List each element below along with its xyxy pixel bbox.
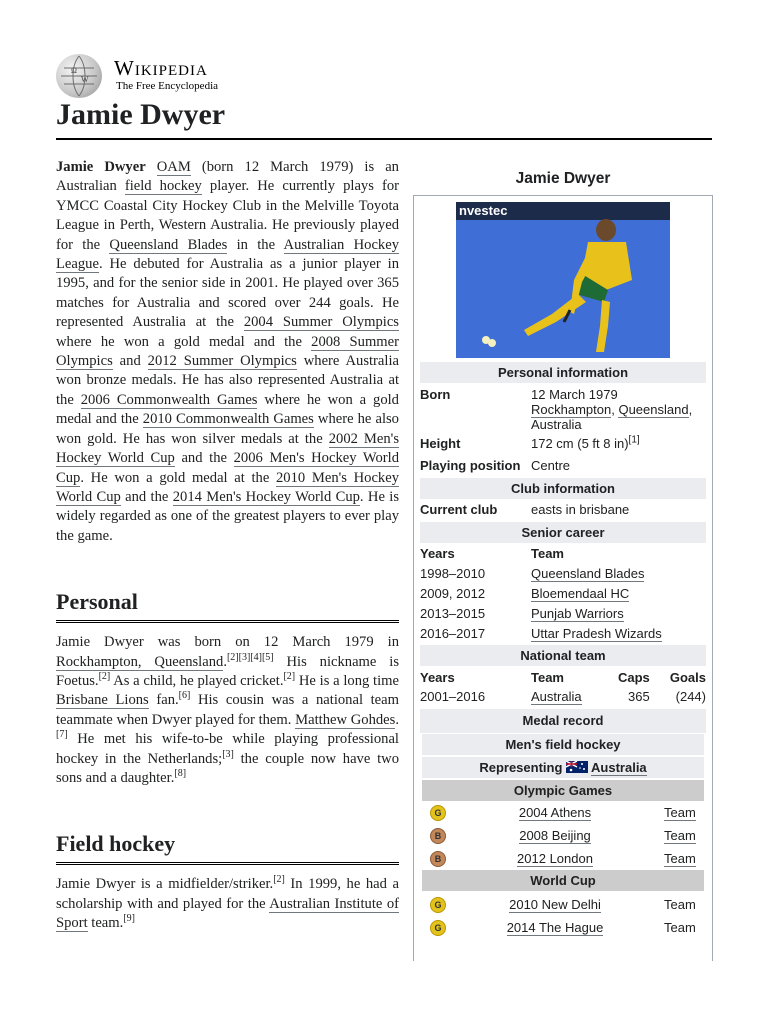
citation[interactable]: [2] — [273, 874, 285, 886]
wikipedia-globe-icon — [56, 54, 102, 98]
infobox-frame — [413, 195, 713, 961]
header-medal-record: Medal record — [420, 709, 706, 733]
link-oam[interactable]: OAM — [156, 159, 191, 175]
article-body — [56, 158, 399, 934]
link-2006-world-cup[interactable]: 2006 Men's Hockey World Cup — [56, 450, 399, 486]
text: in the — [227, 236, 284, 253]
link-queensland[interactable]: Queensland — [618, 402, 689, 417]
svg-text:Ω: Ω — [71, 66, 77, 75]
text: His nickname is Foetus. — [56, 653, 399, 689]
intro-paragraph — [56, 158, 399, 546]
citation[interactable]: [3] — [222, 748, 234, 760]
representing-header — [422, 757, 704, 778]
team-column: Team — [531, 670, 564, 685]
text: and the — [174, 450, 234, 467]
citation[interactable]: [8] — [174, 768, 187, 780]
born-value: 12 March 1979 Rockhampton, Queensland, Australia — [531, 387, 693, 432]
senior-years: 1998–2010 — [420, 566, 486, 581]
citation[interactable]: [2] — [283, 671, 296, 683]
world-cup-header: World Cup — [422, 870, 704, 891]
sport-header: Men's field hockey — [422, 734, 704, 755]
subject-name: Jamie Dwyer — [56, 159, 146, 175]
born-date: 12 March 1979 — [531, 387, 618, 402]
goals-column: Goals — [669, 670, 706, 685]
tagline: The Free Encyclopedia — [116, 80, 219, 92]
height-text: 172 cm (5 ft 8 in) — [531, 436, 629, 451]
link-national-team[interactable]: Australia — [531, 689, 582, 704]
link-matthew-gohdes[interactable]: Matthew Gohdes — [295, 711, 396, 728]
text: player. He currently plays for YMCC Coastal City Hockey Club in the Melville Toyota League in Perth, Western Australia. He previously played for the — [56, 178, 399, 253]
team-column: Team — [531, 546, 564, 561]
text: where he won a gold medal and the — [56, 333, 312, 350]
born-label: Born — [420, 387, 451, 402]
medal-event-text: 2014 The Hague — [506, 920, 604, 935]
caps-column: Caps — [618, 670, 650, 685]
position-value: Centre — [531, 458, 571, 473]
link-medal-team[interactable]: Team — [664, 851, 696, 866]
link-2012-olympics[interactable]: 2012 Summer Olympics — [147, 353, 297, 370]
text: where he won a gold medal and the — [56, 391, 399, 428]
citation[interactable]: [9] — [123, 913, 135, 925]
player-figure — [456, 202, 670, 358]
gold-medal-icon: G — [430, 805, 446, 821]
senior-years: 2013–2015 — [420, 606, 486, 621]
text: He met his wife-to-be while playing professional hockey in the Netherlands; — [56, 731, 399, 767]
link-medal-event[interactable] — [490, 805, 620, 820]
heading-field-hockey: Field hockey — [56, 830, 399, 865]
text: Jamie Dwyer was born on 12 March 1979 in — [56, 634, 399, 651]
wordmark: Wikipedia — [114, 56, 208, 80]
citation[interactable]: [6] — [178, 690, 191, 702]
gold-medal-icon: G — [430, 897, 446, 913]
medal-team: Team — [664, 897, 696, 912]
link-2006-commonwealth[interactable]: 2006 Commonwealth Games — [80, 391, 258, 408]
height-label: Height — [420, 436, 461, 451]
senior-years: 2009, 2012 — [420, 586, 486, 601]
link-medal-event[interactable] — [490, 920, 620, 935]
header-personal-information: Personal information — [420, 362, 706, 383]
link-2008-olympics[interactable]: 2008 Summer Olympics — [56, 333, 399, 370]
national-goals: (244) — [675, 689, 706, 704]
header-national-team: National team — [420, 645, 706, 666]
text: where he also won gold. He has won silver medals at the — [56, 411, 399, 447]
bronze-medal-icon: B — [430, 828, 446, 844]
personal-paragraph: Jamie Dwyer was born on 12 March 1979 in Rockhampton, Queensland.[2][3][4][5] His nickname is Foetus.[2] As a child, he played cricket.[2] He is a long time Brisbane Lions fan.[6] His cousin was a national team teammate when Dwyer played for them. Matthew Gohdes.[7] He met his wife-to-be while playing professional hockey in the Netherlands;[3] the couple now have two sons and a daughter.[8] — [56, 634, 399, 786]
text: and — [112, 353, 148, 370]
field-hockey-paragraph — [56, 875, 399, 933]
senior-years: 2016–2017 — [420, 626, 486, 641]
text: As a child, he played cricket. — [110, 672, 284, 689]
link-medal-team[interactable]: Team — [664, 828, 696, 843]
link-senior-team[interactable]: Uttar Pradesh Wizards — [531, 626, 662, 641]
link-representing-country[interactable]: Australia — [591, 760, 647, 775]
national-caps: 365 — [628, 689, 650, 704]
text: . He is widely regarded as one of the greatest players to ever play the game. — [56, 488, 400, 544]
medal-event-text: 2008 Beijing — [519, 828, 591, 843]
text: the couple now have two sons and a daughter. — [56, 750, 399, 786]
born-country: Australia — [531, 417, 582, 432]
medal-event-text: 2004 Athens — [518, 805, 592, 820]
link-2002-world-cup[interactable]: 2002 Men's Hockey World Cup — [56, 430, 399, 467]
text: Jamie Dwyer is a midfielder/striker. — [56, 876, 274, 893]
link-2004-olympics[interactable]: 2004 Summer Olympics — [243, 314, 399, 331]
medal-event-text: 2010 New Delhi — [509, 897, 601, 912]
text: In 1999, he had a scholarship with and played for the — [56, 876, 399, 912]
citation[interactable]: [1] — [628, 434, 640, 446]
text: . He debuted for Australia as a junior player in 1995, and for the senior side in 2001. He played over 365 matches for Australia and scored over 244 goals. He represented Australia at the — [56, 256, 399, 331]
text: His cousin was a national team teammate when Dwyer played for them. — [56, 692, 399, 728]
infobox — [413, 165, 713, 960]
header-senior-career: Senior career — [420, 522, 706, 543]
link-2014-world-cup[interactable]: 2014 Men's Hockey World Cup — [172, 488, 360, 505]
link-rockhampton[interactable]: Rockhampton, Queensland — [56, 653, 224, 670]
years-column: Years — [420, 670, 455, 685]
text: fan. — [148, 692, 179, 709]
link-2010-commonwealth[interactable]: 2010 Commonwealth Games — [142, 411, 314, 428]
australia-flag-icon — [566, 761, 588, 773]
header-club-information: Club information — [420, 478, 706, 499]
link-rockhampton-infobox[interactable]: Rockhampton — [531, 402, 612, 417]
link-ais[interactable]: Australian Institute of Sport — [56, 895, 399, 932]
infobox-title: Jamie Dwyer — [515, 170, 611, 187]
gold-medal-icon: G — [430, 920, 446, 936]
link-medal-event[interactable] — [490, 897, 620, 912]
medal-event-text: 2012 London — [517, 851, 593, 866]
text: (born 12 March 1979) is an Australian — [56, 159, 399, 195]
bronze-medal-icon: B — [430, 851, 446, 867]
citation[interactable]: [2][3][4][5] — [226, 651, 274, 663]
position-label: Playing position — [420, 458, 521, 473]
player-photo[interactable] — [456, 202, 670, 358]
link-senior-team[interactable]: Punjab Warriors — [531, 606, 624, 621]
text: where Australia won bronze medals. He has also represented Australia at the — [56, 353, 399, 408]
link-field-hockey[interactable]: field hockey — [124, 178, 202, 195]
link-medal-team[interactable]: Team — [664, 805, 696, 820]
link-queensland-blades[interactable]: Queensland Blades — [109, 236, 228, 253]
years-column: Years — [420, 546, 455, 561]
svg-text:W: W — [81, 75, 89, 84]
national-years: 2001–2016 — [420, 689, 486, 704]
olympics-header: Olympic Games — [422, 780, 704, 801]
text: . He won a gold medal at the — [80, 469, 276, 486]
link-australian-hockey-league[interactable]: Australian Hockey League — [56, 236, 399, 273]
text: He is a long time — [295, 672, 399, 689]
text: team. — [87, 915, 124, 932]
medal-team: Team — [664, 920, 696, 935]
link-senior-team[interactable]: Bloemendaal HC — [531, 586, 630, 601]
height-value — [531, 436, 640, 451]
text: . — [395, 711, 399, 728]
link-medal-event[interactable] — [490, 828, 620, 843]
link-2010-world-cup[interactable]: 2010 Men's Hockey World Cup — [56, 469, 399, 505]
citation[interactable]: [7] — [56, 729, 68, 741]
text: and the — [120, 488, 173, 505]
wikipedia-logo[interactable] — [56, 54, 246, 98]
link-senior-team[interactable]: Queensland Blades — [531, 566, 645, 581]
heading-personal: Personal — [56, 588, 399, 623]
link-brisbane-lions[interactable]: Brisbane Lions — [56, 692, 149, 709]
link-medal-event[interactable] — [490, 851, 620, 866]
representing-label: Representing — [479, 760, 563, 775]
row-born — [420, 387, 706, 435]
club-label: Current club — [420, 502, 498, 517]
photo-banner-text: nvestec — [459, 203, 508, 218]
page-title: Jamie Dwyer — [56, 96, 712, 140]
citation[interactable]: [2] — [98, 671, 111, 683]
club-value: easts in brisbane — [531, 502, 630, 517]
